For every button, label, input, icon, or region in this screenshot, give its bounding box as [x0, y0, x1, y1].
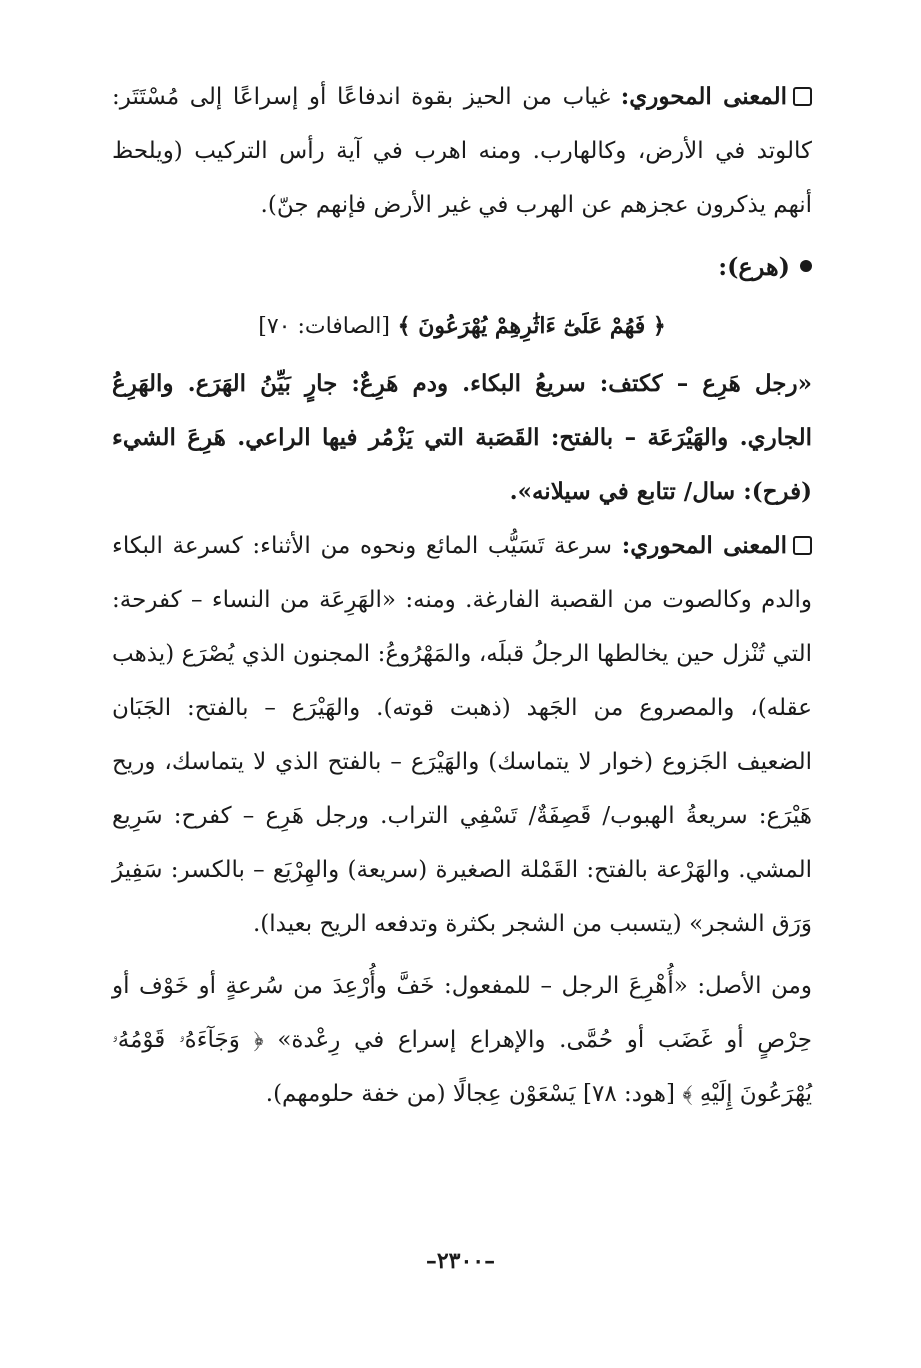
lexicon-quote: «رجل هَرِع – ككتف: سريعُ البكاء. ودم هَرِعٌ: جارٍ بَيِّنُ الهَرَع. والهَرِعُ الجاري. والهَيْرَعَة – بالفتح: القَصَبة التي يَزْمُر فيها الراعي. هَرِعَ الشيء (فرح): سال/ تتابع في سيلانه». — [112, 370, 812, 505]
verse-reference: [الصافات: ٧٠] — [258, 314, 390, 339]
core-meaning-label: المعنى المحوري: — [621, 532, 787, 559]
core-meaning-label: المعنى المحوري: — [620, 83, 787, 110]
checkbox-square-icon — [793, 87, 812, 106]
page-content — [112, 70, 812, 1121]
checkbox-square-icon — [793, 536, 812, 555]
core-meaning-paragraph-1 — [112, 70, 812, 232]
bullet-icon — [800, 260, 812, 272]
entry-heading — [112, 240, 812, 294]
core-meaning-paragraph-2 — [112, 519, 812, 951]
verse-text: ﴿ فَهُمْ عَلَىٰٓ ءَاثَٰرِهِمْ يُهْرَعُونَ ﴾ — [397, 313, 666, 339]
origin-paragraph: ومن الأصل: «أُهْرِعَ الرجل – للمفعول: خَفَّ وأُرْعِدَ من سُرعةٍ أو خَوْف أو حِرْصٍ أو غَضَب أو حُمَّى. والإهراع إسراع في رِعْدة» ﴿ وَجَآءَهُۥ قَوْمُهُۥ يُهْرَعُونَ إِلَيْهِ ﴾ [هود: ٧٨] يَسْعَوْن عِجالًا (من خفة حلومهم). — [112, 973, 812, 1107]
entry-heading-text: (هرع): — [718, 252, 790, 281]
quran-verse — [112, 300, 812, 353]
core-meaning-text: غياب من الحيز بقوة اندفاعًا أو إسراعًا إلى مُسْتَتَر: كالوتد في الأرض، وكالهارب. ومنه اهرب في آية رأس التركيب (ويلحظ أنهم يذكرون عجزهم عن الهرب في غير الأرض فإنهم جنّ). — [112, 84, 812, 218]
core-meaning-text: سرعة تَسَيُّب المائع ونحوه من الأثناء: كسرعة البكاء والدم وكالصوت من القصبة الفارغة. ومنه: «الهَرِعَة من النساء – كفرحة: التي تُنْزل حين يخالطها الرجلُ قبلَه، والمَهْرُوعُ: المجنون الذي يُصْرَع (يذهب عقله)، والمصروع من الجَهد (ذهبت قوته). والهَيْرَع – بالفتح: الجَبَان الضعيف الجَزوع (خوار لا يتماسك) والهَيْرَع – بالفتح الذي لا يتماسك، وريح هَيْرَع: سريعةُ الهبوب/ قَصِفَةٌ/ تَسْفِي التراب. ورجل هَرِع – كفرح: سَرِيع المشي. والهَرْعة بالفتح: القَمْلة الصغيرة (سريعة) والهِرْيَع – بالكسر: سَفِيرُ وَرَق الشجر» (يتسبب من الشجر بكثرة وتدفعه الريح بعيدا). — [112, 533, 812, 937]
page-number: –٢٣٠٠– — [425, 1248, 496, 1274]
